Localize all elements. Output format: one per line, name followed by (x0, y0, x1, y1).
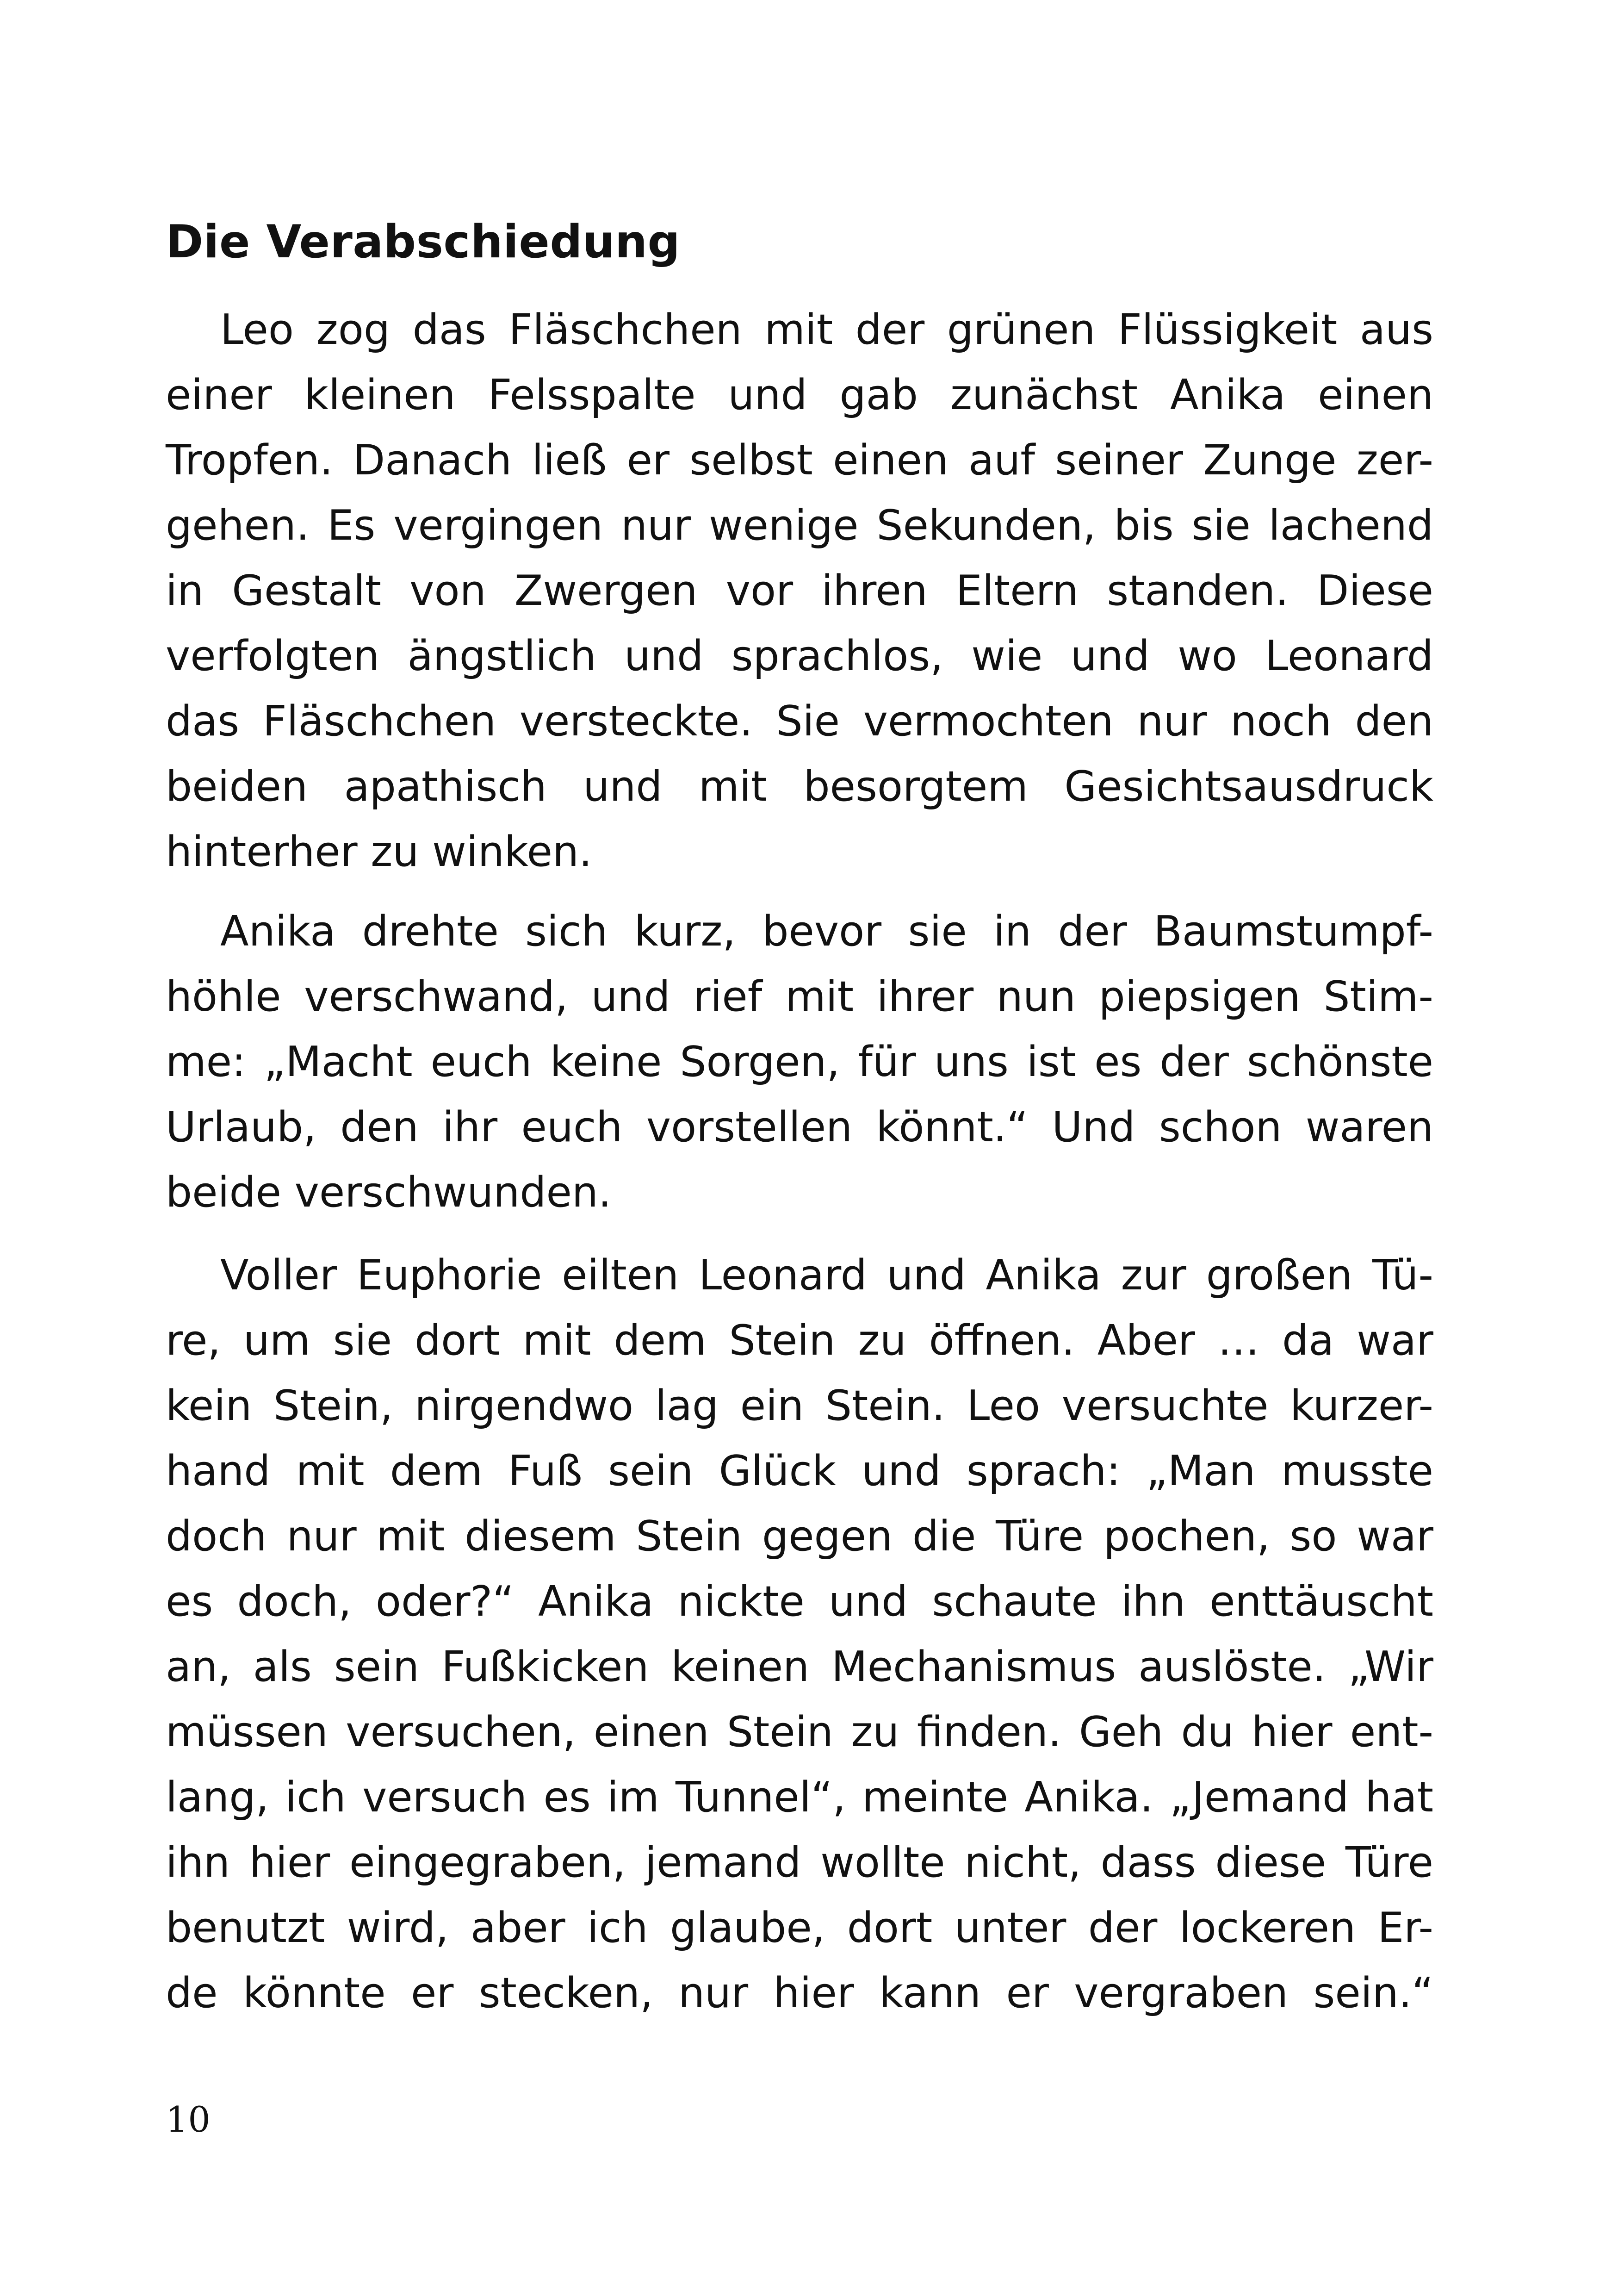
text-line: höhle verschwand, und rief mit ihrer nun piepsigen Stim- (166, 972, 1433, 1021)
text-line: me: „Macht euch keine Sorgen, für uns ist es der schönste (166, 1038, 1433, 1086)
text-line: de könnte er stecken, nur hier kann er vergraben sein.“ (166, 1969, 1433, 2017)
text-line: es doch, oder?“ Anika nickte und schaute ihn enttäuscht (166, 1577, 1433, 1626)
text-line: Voller Euphorie eilten Leonard und Anika zur großen Tü- (220, 1251, 1433, 1300)
text-line: hinterher zu winken. (166, 828, 592, 876)
text-line: Leo zog das Fläschchen mit der grünen Flüssigkeit aus (220, 305, 1433, 354)
text-line: Tropfen. Danach ließ er selbst einen auf seiner Zunge zer- (166, 436, 1433, 485)
text-line: verfolgten ängstlich und sprachlos, wie und wo Leonard (166, 632, 1433, 680)
text-line: einer kleinen Felsspalte und gab zunächst Anika einen (166, 371, 1433, 419)
text-line: ihn hier eingegraben, jemand wollte nicht, dass diese Türe (166, 1838, 1433, 1887)
text-line: an, als sein Fußkicken keinen Mechanismus auslöste. „Wir (166, 1643, 1433, 1691)
text-line: kein Stein, nirgendwo lag ein Stein. Leo versuchte kurzer- (166, 1381, 1433, 1430)
paragraph-2 (166, 899, 1433, 1225)
text-line: Urlaub, den ihr euch vorstellen könnt.“ Und schon waren (166, 1103, 1433, 1151)
text-line: müssen versuchen, einen Stein zu finden. Geh du hier ent- (166, 1708, 1433, 1756)
text-line: lang, ich versuch es im Tunnel“, meinte Anika. „Jemand hat (166, 1773, 1433, 1822)
text-line: re, um sie dort mit dem Stein zu öffnen. Aber … da war (166, 1316, 1433, 1365)
text-line: benutzt wird, aber ich glaube, dort unter der lockeren Er- (166, 1904, 1433, 1952)
paragraph-3 (166, 1243, 1433, 2026)
text-line: beiden apathisch und mit besorgtem Gesichtsausdruck (166, 762, 1433, 811)
text-line: gehen. Es vergingen nur wenige Sekunden, bis sie lachend (166, 501, 1433, 550)
text-line: hand mit dem Fuß sein Glück und sprach: „Man musste (166, 1447, 1433, 1495)
text-line: doch nur mit diesem Stein gegen die Türe pochen, so war (166, 1512, 1433, 1561)
page-number: 10 (166, 2099, 211, 2140)
text-line: beide verschwunden. (166, 1168, 612, 1217)
chapter-heading: Die Verabschiedung (166, 216, 681, 268)
text-line: das Fläschchen versteckte. Sie vermochten nur noch den (166, 697, 1433, 746)
paragraph-1 (166, 297, 1433, 884)
text-line: in Gestalt von Zwergen vor ihren Eltern standen. Diese (166, 566, 1433, 615)
text-line: Anika drehte sich kurz, bevor sie in der Baumstumpf- (220, 907, 1433, 956)
